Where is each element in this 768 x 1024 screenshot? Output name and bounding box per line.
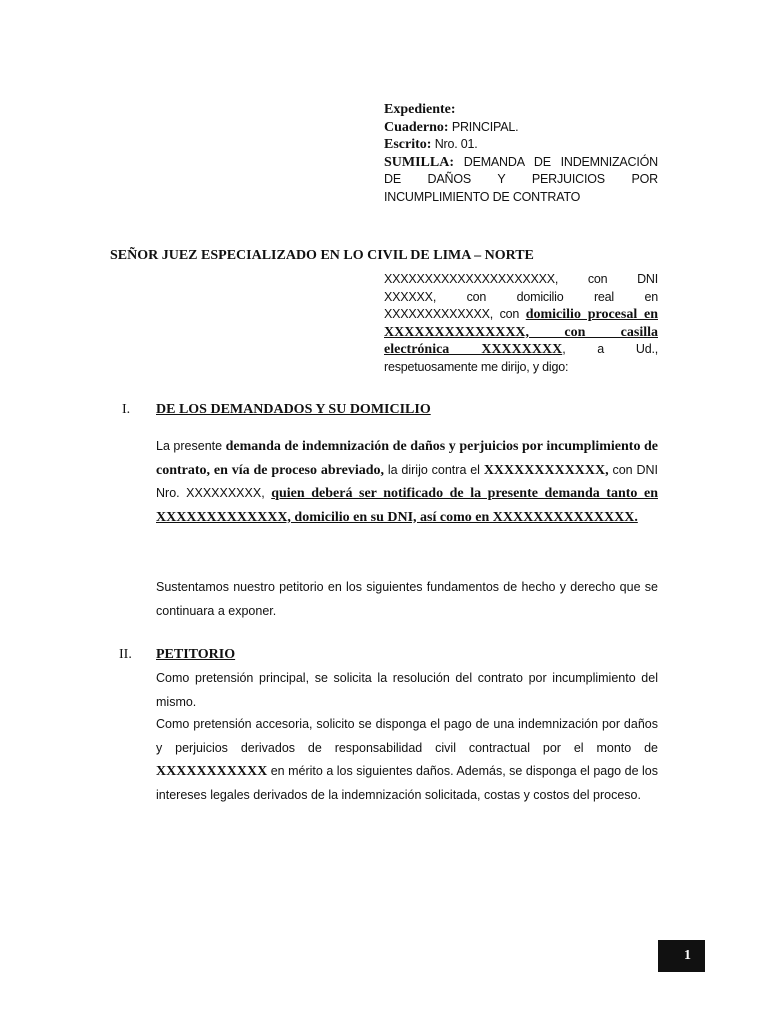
section-1-paragraph-1: La presente demanda de indemnización de daños y perjuicios por incumplimiento de contrato, en vía de proceso abreviado, la dirijo contra el XXXXXXXXXXXX, con DNI Nro. XXXXXXXXX, quien deberá ser notificado de la presente demanda tanto en XXXXXXXXXXXXX, domicilio en su DNI, así como en XXXXXXXXXXXXXX. xyxy=(156,439,659,525)
sumilla-value: DEMANDA DE INDEMNIZACIÓN DE DAÑOS Y PERJUICIOS POR INCUMPLIMIENTO DE CONTRATO xyxy=(384,154,658,204)
section-1-number: I. xyxy=(122,402,131,417)
page-number: 1 xyxy=(684,948,691,963)
section-1-title: DE LOS DEMANDADOS Y SU DOMICILIO xyxy=(156,402,431,417)
expediente-line xyxy=(384,101,658,119)
expediente-label: Expediente: xyxy=(384,102,456,117)
party-text-c: , a Ud., respetuosamente me dirijo, y digo: xyxy=(384,342,658,374)
case-header xyxy=(384,101,658,206)
party-procedural-address: domicilio procesal en XXXXXXXXXXXXXX, con casilla electrónica XXXXXXXX xyxy=(384,307,658,358)
section-1-paragraph-2: Sustentamos nuestro petitorio en los siguientes fundamentos de hecho y derecho que se continuara a exponer. xyxy=(156,580,658,618)
section-2-title: PETITORIO xyxy=(156,647,236,662)
escrito-label: Escrito: xyxy=(384,137,432,152)
escrito-line xyxy=(384,136,658,154)
court-addressee: SEÑOR JUEZ ESPECIALIZADO EN LO CIVIL DE LIMA – NORTE xyxy=(110,248,534,263)
party-text-a: XXXXXXXXXXXXXXXXXXXXX, con DNI XXXXXX, con domicilio real en XXXXXXXXXXXXX, con xyxy=(384,272,658,322)
cuaderno-value: PRINCIPAL. xyxy=(448,119,519,134)
sumilla-line xyxy=(384,154,658,207)
party-introduction xyxy=(384,271,658,377)
sumilla-label: SUMILLA: xyxy=(384,154,455,170)
cuaderno-line xyxy=(384,119,658,137)
escrito-value: Nro. 01. xyxy=(431,137,478,151)
section-2-paragraph-2: Como pretensión accesoria, solicito se disponga el pago de una indemnización por daños y perjuicios derivados de responsabilidad civil contractual por el monto de XXXXXXXXXXX en mérito a los siguientes daños. Además, se disponga el pago de los intereses legales derivados de la indemnización solicitada, costas y costos del proceso. xyxy=(156,717,658,802)
section-2-number: II. xyxy=(119,647,132,662)
section-2-paragraph-1: Como pretensión principal, se solicita la resolución del contrato por incumplimiento del mismo. xyxy=(156,671,658,709)
page-number-badge xyxy=(658,940,705,972)
cuaderno-label: Cuaderno: xyxy=(384,119,449,135)
